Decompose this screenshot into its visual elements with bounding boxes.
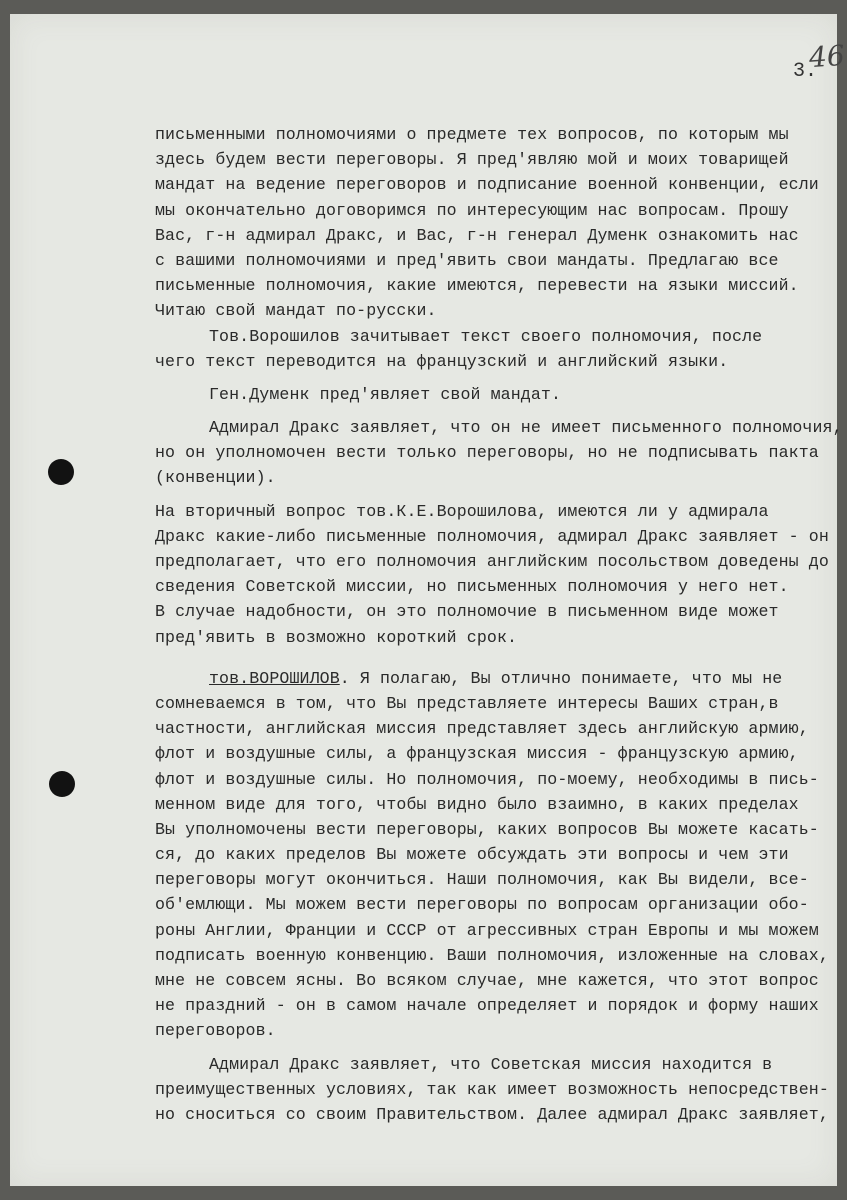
text-line: На вторичный вопрос тов.К.Е.Ворошилова, имеются ли у адмирала xyxy=(155,501,769,521)
text-line: (конвенции). xyxy=(155,468,276,488)
text-line: Вы уполномочены вести переговоры, каких вопросов Вы можете касать- xyxy=(155,819,819,839)
paragraph xyxy=(155,324,845,374)
text-line: переговоры могут окончиться. Наши полномочия, как Вы видели, все- xyxy=(155,870,809,890)
text-line: переговоров. xyxy=(155,1021,276,1041)
text-line: сведения Советской миссии, но письменных полномочия у него нет. xyxy=(155,577,789,597)
paragraph xyxy=(155,122,845,324)
paragraph-gap xyxy=(155,1044,845,1052)
text-span: . Я полагаю, Вы отлично понимаете, что мы не xyxy=(339,668,783,688)
text-line xyxy=(155,666,845,691)
text-line: мы окончательно договоримся по интересующим нас вопросам. Прошу xyxy=(155,200,789,220)
text-line: В случае надобности, он это полномочие в письменном виде может xyxy=(155,602,779,622)
document-page xyxy=(10,14,846,1186)
punch-hole-icon xyxy=(48,459,74,485)
text-line: мандат на ведение переговоров и подписание военной конвенции, если xyxy=(155,175,819,195)
text-line: сомневаемся в том, что Вы представляете интересы Ваших стран,в xyxy=(155,693,779,713)
archive-folio-number: 46 xyxy=(807,38,846,75)
paragraph xyxy=(155,382,845,407)
text-line: флот и воздушные силы. Но полномочия, по-моему, необходимы в пись- xyxy=(155,769,819,789)
text-line: флот и воздушные силы, а французская миссия - французскую армию, xyxy=(155,744,799,764)
text-line: чего текст переводится на французский и английский языки. xyxy=(155,351,729,371)
text-line: подписать военную конвенцию. Ваши полномочия, изложенные на словах, xyxy=(155,945,829,965)
text-line: Ген.Думенк пред'являет свой мандат. xyxy=(209,384,562,404)
text-line: ся, до каких пределов Вы можете обсуждать эти вопросы и чем эти xyxy=(155,845,789,865)
typed-text-body xyxy=(155,122,845,1127)
text-line: пред'явить в возможно короткий срок. xyxy=(155,627,518,647)
paragraph-gap xyxy=(155,374,845,382)
text-line: преимущественных условиях, так как имеет возможность непосредствен- xyxy=(155,1079,829,1099)
speaker-name: тов.ВОРОШИЛОВ xyxy=(209,668,340,688)
text-line: но сноситься со своим Правительством. Далее адмирал Дракс заявляет, xyxy=(155,1104,829,1124)
text-line: с вашими полномочиями и пред'явить свои мандаты. Предлагаю все xyxy=(155,250,779,270)
text-line: частности, английская миссия представляет здесь английскую армию, xyxy=(155,719,809,739)
text-line: роны Англии, Франции и СССР от агрессивных стран Европы и мы можем xyxy=(155,920,819,940)
paragraph xyxy=(155,415,845,491)
text-line: Адмирал Дракс заявляет, что Советская миссия находится в xyxy=(209,1054,773,1074)
text-line: Адмирал Дракс заявляет, что он не имеет письменного полномочия, xyxy=(209,418,843,438)
paragraph-gap xyxy=(155,407,845,415)
paragraph-gap xyxy=(155,491,845,499)
text-line: письменные полномочия, какие имеются, перевести на языки миссий. xyxy=(155,276,799,296)
paragraph xyxy=(155,666,845,1044)
text-line: Читаю свой мандат по-русски. xyxy=(155,301,437,321)
text-line: Тов.Ворошилов зачитывает текст своего полномочия, после xyxy=(209,326,763,346)
paragraph xyxy=(155,1052,845,1128)
text-line: здесь будем вести переговоры. Я пред'являю мой и моих товарищей xyxy=(155,150,789,170)
text-line: Вас, г-н адмирал Дракс, и Вас, г-н генерал Думенк ознакомить нас xyxy=(155,225,799,245)
text-line: менном виде для того, чтобы видно было взаимно, в каких пределах xyxy=(155,794,799,814)
text-line: об'емлющи. Мы можем вести переговоры по вопросам организации обо- xyxy=(155,895,809,915)
text-line: письменными полномочиями о предмете тех вопросов, по которым мы xyxy=(155,125,789,144)
paragraph xyxy=(155,499,845,650)
text-line: Дракс какие-либо письменные полномочия, адмирал Дракс заявляет - он xyxy=(155,526,829,546)
text-line: предполагает, что его полномочия английским посольством доведены до xyxy=(155,552,829,571)
text-line: не праздний - он в самом начале определяет и порядок и форму наших xyxy=(155,996,819,1016)
page-number: 3. xyxy=(793,60,818,83)
text-line: мне не совсем ясны. Во всяком случае, мне кажется, что этот вопрос xyxy=(155,971,819,990)
paragraph-gap xyxy=(155,650,845,666)
punch-hole-icon xyxy=(49,771,75,797)
text-line: но он уполномочен вести только переговоры, но не подписывать пакта xyxy=(155,443,819,463)
